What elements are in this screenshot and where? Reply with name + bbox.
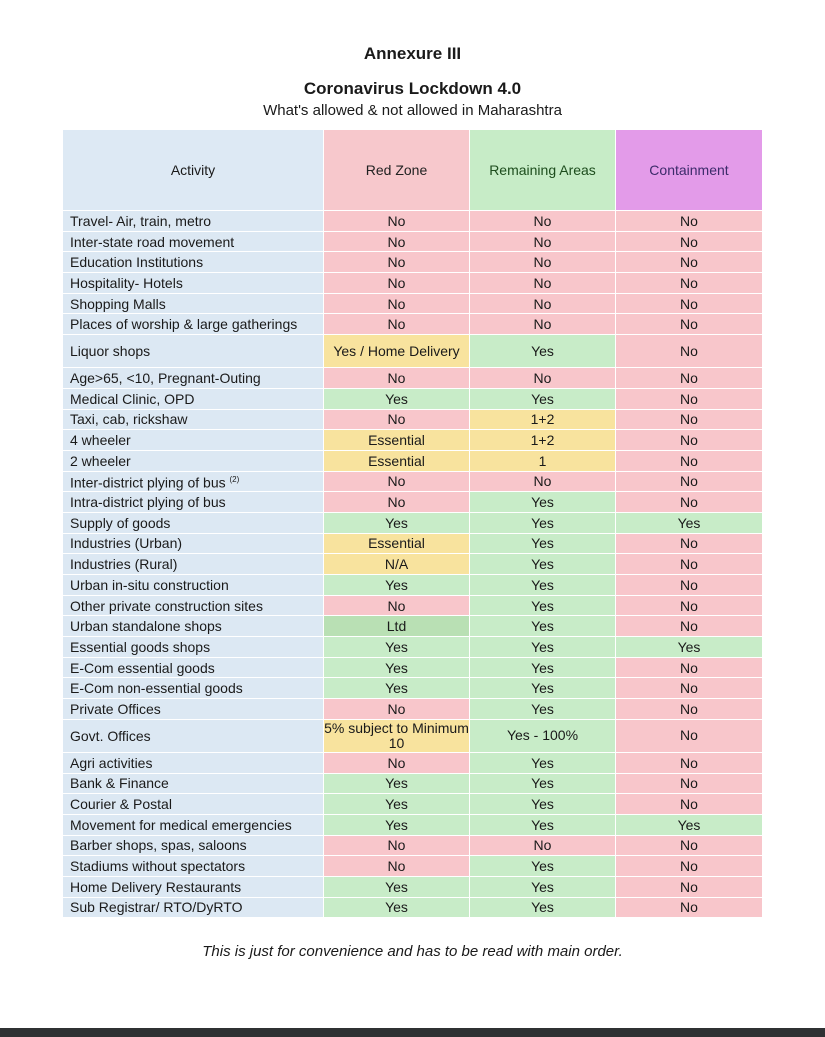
activity-cell	[63, 657, 324, 678]
containment-cell: No	[616, 335, 763, 368]
red-zone-cell: No	[324, 231, 470, 252]
table-row	[63, 293, 763, 314]
remaining-areas-cell: No	[470, 252, 616, 273]
activity-cell	[63, 409, 324, 430]
activity-cell	[63, 637, 324, 658]
table-row	[63, 897, 763, 918]
activity-label: Bank & Finance	[70, 775, 169, 792]
red-zone-cell: Ltd	[324, 616, 470, 637]
red-zone-cell: Yes	[324, 512, 470, 533]
remaining-areas-cell: Yes	[470, 595, 616, 616]
remaining-areas-cell: Yes	[470, 752, 616, 773]
remaining-areas-cell: Yes	[470, 856, 616, 877]
containment-cell: No	[616, 492, 763, 513]
activity-label: 2 wheeler	[70, 452, 131, 469]
activity-cell	[63, 335, 324, 368]
activity-cell	[63, 575, 324, 596]
containment-cell: No	[616, 856, 763, 877]
activity-cell	[63, 897, 324, 918]
containment-cell: Yes	[616, 512, 763, 533]
containment-cell: No	[616, 794, 763, 815]
activity-label: 4 wheeler	[70, 432, 131, 449]
activity-label: Supply of goods	[70, 514, 171, 531]
activity-cell	[63, 450, 324, 471]
red-zone-cell: No	[324, 314, 470, 335]
red-zone-cell: No	[324, 368, 470, 389]
remaining-areas-cell: Yes	[470, 657, 616, 678]
activity-cell	[63, 876, 324, 897]
activity-label: Inter-state road movement	[70, 233, 235, 250]
activity-label: Taxi, cab, rickshaw	[70, 411, 188, 428]
red-zone-cell: No	[324, 471, 470, 492]
red-zone-cell: Essential	[324, 533, 470, 554]
remaining-areas-cell: No	[470, 211, 616, 232]
remaining-areas-cell: Yes	[470, 533, 616, 554]
red-zone-cell: Yes	[324, 794, 470, 815]
activity-label: Urban in-situ construction	[70, 576, 229, 593]
remaining-areas-cell: Yes - 100%	[470, 719, 616, 752]
red-zone-cell: Essential	[324, 450, 470, 471]
activity-cell	[63, 388, 324, 409]
remaining-areas-cell: Yes	[470, 637, 616, 658]
activity-label: E-Com non-essential goods	[70, 680, 243, 697]
bottom-bar	[0, 1028, 825, 1037]
activity-cell	[63, 533, 324, 554]
red-zone-cell: Yes	[324, 388, 470, 409]
containment-cell: No	[616, 273, 763, 294]
containment-cell: No	[616, 835, 763, 856]
activity-cell	[63, 293, 324, 314]
activity-label: Education Institutions	[70, 254, 204, 271]
table-row	[63, 314, 763, 335]
containment-cell: No	[616, 699, 763, 720]
activity-cell	[63, 773, 324, 794]
table-row	[63, 575, 763, 596]
table-row	[63, 554, 763, 575]
containment-cell: No	[616, 876, 763, 897]
activity-label: Hospitality- Hotels	[70, 274, 183, 291]
table-row	[63, 752, 763, 773]
table-row	[63, 430, 763, 451]
activity-label: Medical Clinic, OPD	[70, 390, 195, 407]
table-row	[63, 794, 763, 815]
activity-label: Private Offices	[70, 700, 161, 717]
containment-cell: No	[616, 752, 763, 773]
red-zone-cell: No	[324, 699, 470, 720]
activity-label: Barber shops, spas, saloons	[70, 837, 247, 854]
table-row	[63, 814, 763, 835]
red-zone-cell: No	[324, 835, 470, 856]
annexure-label: Annexure III	[363, 44, 462, 63]
activity-cell	[63, 856, 324, 877]
page-subtitle: What's allowed & not allowed in Maharashtra	[263, 102, 562, 119]
red-zone-cell: No	[324, 252, 470, 273]
activity-label: Govt. Offices	[70, 727, 151, 744]
remaining-areas-cell: Yes	[470, 492, 616, 513]
table-row	[63, 616, 763, 637]
activity-label: Shopping Malls	[70, 295, 166, 312]
remaining-areas-cell: Yes	[470, 616, 616, 637]
containment-cell: No	[616, 616, 763, 637]
activity-label: Travel- Air, train, metro	[70, 212, 212, 229]
remaining-areas-cell: Yes	[470, 554, 616, 575]
red-zone-cell: Yes	[324, 575, 470, 596]
containment-cell: No	[616, 409, 763, 430]
red-zone-cell: Yes	[324, 773, 470, 794]
activity-cell	[63, 752, 324, 773]
red-zone-cell: No	[324, 856, 470, 877]
activity-label: Industries (Urban)	[70, 535, 183, 552]
activity-cell	[63, 492, 324, 513]
table-row	[63, 252, 763, 273]
red-zone-cell: Yes	[324, 637, 470, 658]
table-row	[63, 719, 763, 752]
red-zone-cell: Yes	[324, 876, 470, 897]
activity-cell	[63, 471, 324, 492]
red-zone-cell: N/A	[324, 554, 470, 575]
table-row	[63, 388, 763, 409]
table-row	[63, 273, 763, 294]
activity-cell	[63, 368, 324, 389]
activity-cell	[63, 252, 324, 273]
activity-label: Stadiums without spectators	[70, 858, 246, 875]
footnote-marker: (2)	[229, 475, 240, 485]
containment-cell: No	[616, 533, 763, 554]
red-zone-cell: No	[324, 211, 470, 232]
red-zone-cell: Yes	[324, 657, 470, 678]
table-row	[63, 211, 763, 232]
activity-cell	[63, 273, 324, 294]
red-zone-cell: No	[324, 409, 470, 430]
activity-cell	[63, 719, 324, 752]
activity-cell	[63, 231, 324, 252]
table-row	[63, 409, 763, 430]
activity-label: Places of worship & large gatherings	[70, 316, 298, 333]
containment-cell: Yes	[616, 814, 763, 835]
containment-cell: No	[616, 897, 763, 918]
activity-label: Age>65, <10, Pregnant-Outing	[70, 369, 261, 386]
table-row	[63, 533, 763, 554]
red-zone-cell: Yes / Home Delivery	[324, 335, 470, 368]
red-zone-cell: Yes	[324, 897, 470, 918]
activity-label: Intra-district plying of bus	[70, 494, 226, 511]
table-row	[63, 512, 763, 533]
page-title: Coronavirus Lockdown 4.0	[303, 79, 522, 98]
red-zone-cell: Yes	[324, 814, 470, 835]
table-row	[63, 835, 763, 856]
red-zone-cell: No	[324, 293, 470, 314]
header-containment: Containment	[616, 130, 763, 211]
containment-cell: No	[616, 314, 763, 335]
containment-cell: No	[616, 554, 763, 575]
activity-label: Inter-district plying of bus	[70, 474, 226, 491]
activity-cell	[63, 211, 324, 232]
activity-label: Sub Registrar/ RTO/DyRTO	[70, 899, 243, 916]
red-zone-cell: No	[324, 595, 470, 616]
table-row	[63, 856, 763, 877]
remaining-areas-cell: No	[470, 273, 616, 294]
activity-cell	[63, 814, 324, 835]
footnote: This is just for convenience and has to be read with main order.	[202, 943, 623, 960]
containment-cell: No	[616, 211, 763, 232]
table-row	[63, 231, 763, 252]
red-zone-cell: No	[324, 492, 470, 513]
activity-cell	[63, 554, 324, 575]
table-header-row	[63, 130, 763, 211]
remaining-areas-cell: No	[470, 368, 616, 389]
table-row	[63, 657, 763, 678]
containment-cell: Yes	[616, 637, 763, 658]
containment-cell: No	[616, 719, 763, 752]
remaining-areas-cell: No	[470, 835, 616, 856]
activity-label: Other private construction sites	[70, 597, 263, 614]
table-body	[63, 211, 763, 918]
table-row	[63, 368, 763, 389]
table-row	[63, 678, 763, 699]
activity-cell	[63, 430, 324, 451]
red-zone-cell: Essential	[324, 430, 470, 451]
activity-label: Urban standalone shops	[70, 618, 222, 635]
red-zone-cell: No	[324, 752, 470, 773]
activity-label: Courier & Postal	[70, 796, 172, 813]
activity-cell	[63, 512, 324, 533]
remaining-areas-cell: 1+2	[470, 409, 616, 430]
containment-cell: No	[616, 368, 763, 389]
containment-cell: No	[616, 252, 763, 273]
header-activity: Activity	[63, 130, 324, 211]
remaining-areas-cell: Yes	[470, 575, 616, 596]
table-row	[63, 471, 763, 492]
table-row	[63, 492, 763, 513]
remaining-areas-cell: Yes	[470, 335, 616, 368]
activity-cell	[63, 835, 324, 856]
remaining-areas-cell: Yes	[470, 897, 616, 918]
remaining-areas-cell: Yes	[470, 678, 616, 699]
activity-label: Industries (Rural)	[70, 556, 178, 573]
red-zone-cell: No	[324, 273, 470, 294]
activity-label: E-Com essential goods	[70, 659, 215, 676]
table-row	[63, 450, 763, 471]
table-row	[63, 595, 763, 616]
lockdown-table	[62, 129, 763, 918]
containment-cell: No	[616, 595, 763, 616]
containment-cell: No	[616, 231, 763, 252]
activity-cell	[63, 699, 324, 720]
containment-cell: No	[616, 293, 763, 314]
activity-cell	[63, 314, 324, 335]
containment-cell: No	[616, 430, 763, 451]
containment-cell: No	[616, 678, 763, 699]
activity-cell	[63, 678, 324, 699]
remaining-areas-cell: Yes	[470, 699, 616, 720]
remaining-areas-cell: Yes	[470, 876, 616, 897]
containment-cell: No	[616, 471, 763, 492]
remaining-areas-cell: Yes	[470, 512, 616, 533]
remaining-areas-cell: No	[470, 231, 616, 252]
remaining-areas-cell: No	[470, 471, 616, 492]
remaining-areas-cell: No	[470, 293, 616, 314]
table-row	[63, 773, 763, 794]
activity-cell	[63, 595, 324, 616]
remaining-areas-cell: 1+2	[470, 430, 616, 451]
containment-cell: No	[616, 657, 763, 678]
table-row	[63, 699, 763, 720]
table-row	[63, 876, 763, 897]
activity-label: Movement for medical emergencies	[70, 816, 292, 833]
activity-label: Liquor shops	[70, 343, 151, 360]
remaining-areas-cell: Yes	[470, 794, 616, 815]
remaining-areas-cell: Yes	[470, 388, 616, 409]
red-zone-cell: 5% subject to Minimum 10	[324, 719, 469, 751]
table-row	[63, 335, 763, 368]
red-zone-cell: Yes	[324, 678, 470, 699]
activity-cell	[63, 794, 324, 815]
containment-cell: No	[616, 575, 763, 596]
activity-label: Home Delivery Restaurants	[70, 878, 242, 895]
containment-cell: No	[616, 773, 763, 794]
activity-cell	[63, 616, 324, 637]
remaining-areas-cell: 1	[470, 450, 616, 471]
containment-cell: No	[616, 388, 763, 409]
activity-label: Agri activities	[70, 754, 153, 771]
header-red-zone: Red Zone	[324, 130, 470, 211]
remaining-areas-cell: No	[470, 314, 616, 335]
activity-label: Essential goods shops	[70, 638, 211, 655]
remaining-areas-cell: Yes	[470, 773, 616, 794]
containment-cell: No	[616, 450, 763, 471]
remaining-areas-cell: Yes	[470, 814, 616, 835]
table-row	[63, 637, 763, 658]
header-remaining-areas: Remaining Areas	[470, 130, 616, 211]
